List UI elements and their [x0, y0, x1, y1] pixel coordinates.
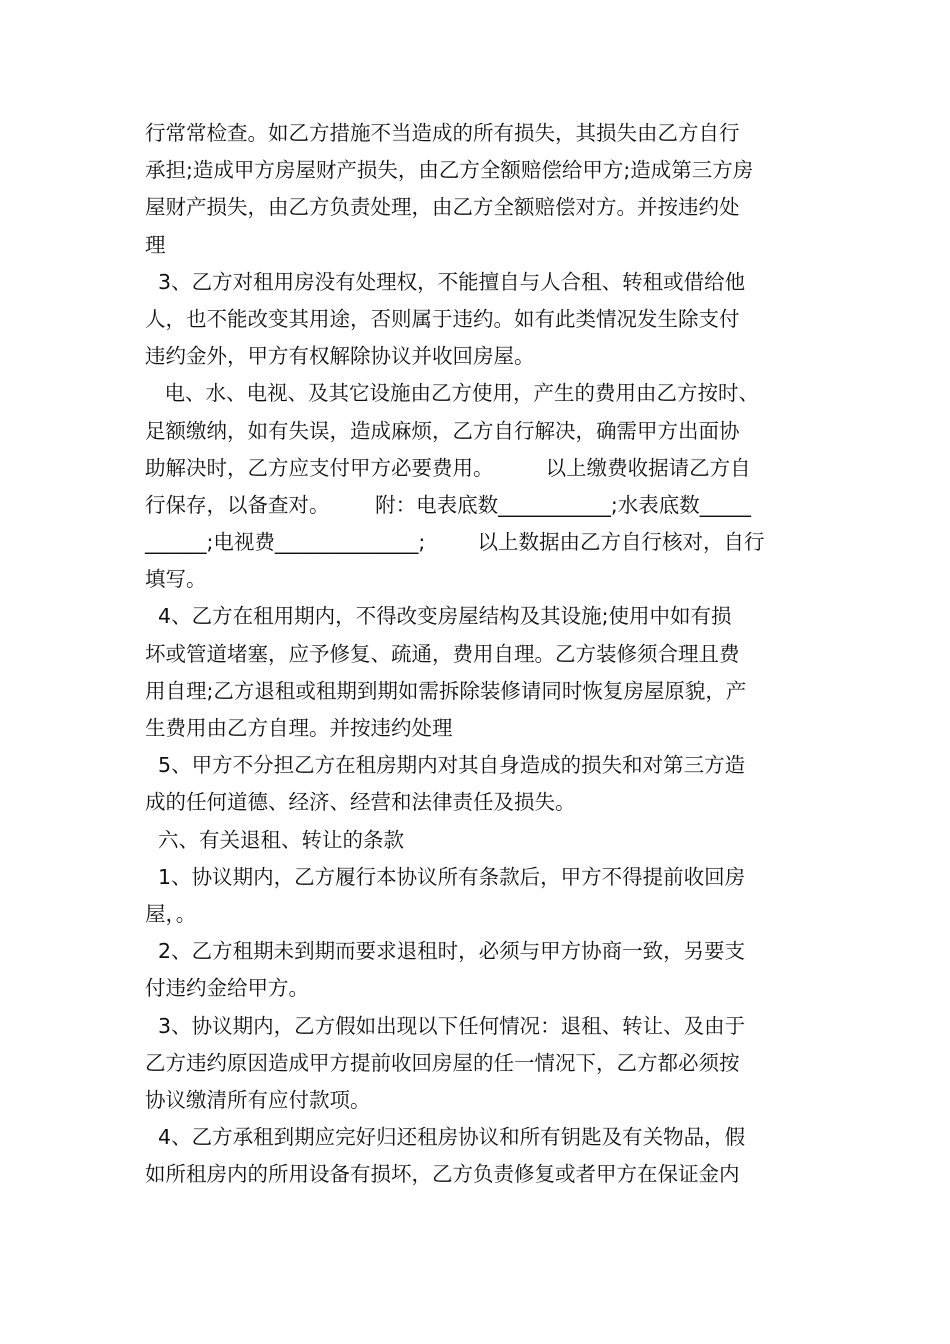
text-line: 用自理;乙方退租或租期到期如需拆除装修请同时恢复房屋原貌，产: [145, 678, 747, 703]
text-line: 屋，。: [145, 901, 197, 926]
text-line: 4、乙方在租用期内，不得改变房屋结构及其设施;使用中如有损: [145, 604, 732, 629]
text-line: 4、乙方承租到期应完好归还租房协议和所有钥匙及有关物品，假: [145, 1125, 746, 1150]
text-line: 2、乙方租期未到期而要求退租时，必须与甲方协商一致，另要支: [145, 939, 746, 964]
text-line: 屋财产损失，由乙方负责处理，由乙方全额赔偿对方。并按违约处: [145, 195, 740, 220]
text-line: 电、水、电视、及其它设施由乙方使用，产生的费用由乙方按时、: [145, 381, 760, 406]
text-line: 付违约金给甲方。: [145, 976, 309, 1001]
text-line: 助解决时，乙方应支付甲方必要费用。 以上缴费收据请乙方自: [145, 455, 751, 480]
text-line: 坏或管道堵塞，应予修复、疏通，费用自理。乙方装修须合理且费: [145, 641, 740, 666]
text-line: 理: [145, 232, 166, 257]
text-line: 成的任何道德、经济、经营和法律责任及损失。: [145, 790, 576, 815]
text-line: 5、甲方不分担乙方在租房期内对其自身造成的损失和对第三方造: [145, 753, 746, 778]
text-line: 1、协议期内，乙方履行本协议所有条款后，甲方不得提前收回房: [145, 864, 746, 889]
text-line: 协议缴清所有应付款项。: [145, 1087, 371, 1112]
text-line: 承担;造成甲方房屋财产损失，由乙方全额赔偿给甲方;造成第三方房: [145, 158, 754, 183]
text-line: 行常常检查。如乙方措施不当造成的所有损失，其损失由乙方自行: [145, 121, 740, 145]
text-line: 行保存，以备查对。 附：电表底数___________;水表底数_____: [145, 492, 752, 517]
document-body: [145, 115, 815, 1193]
text-line: 生费用由乙方自理。并按违约处理: [145, 716, 453, 740]
text-line: 3、协议期内，乙方假如出现以下任何情况：退租、转让、及由于: [145, 1013, 746, 1038]
text-line: 填写。: [145, 567, 207, 592]
text-line: 六、有关退租、转让的条款: [145, 827, 405, 852]
text-line: 人，也不能改变其用途，否则属于违约。如有此类情况发生除支付: [145, 306, 740, 331]
text-line: 3、乙方对租用房没有处理权，不能擅自与人合租、转租或借给他: [145, 269, 746, 294]
text-line: 如所租房内的所用设备有损坏，乙方负责修复或者甲方在保证金内: [145, 1162, 740, 1187]
text-line: 违约金外，甲方有权解除协议并收回房屋。: [145, 344, 535, 369]
text-line: 乙方违约原因造成甲方提前收回房屋的任一情况下，乙方都必须按: [145, 1050, 740, 1075]
text-line: 足额缴纳，如有失误，造成麻烦，乙方自行解决，确需甲方出面协: [145, 418, 740, 443]
text-line: ______;电视费______________; 以上数据由乙方自行核对，自行: [145, 530, 765, 555]
